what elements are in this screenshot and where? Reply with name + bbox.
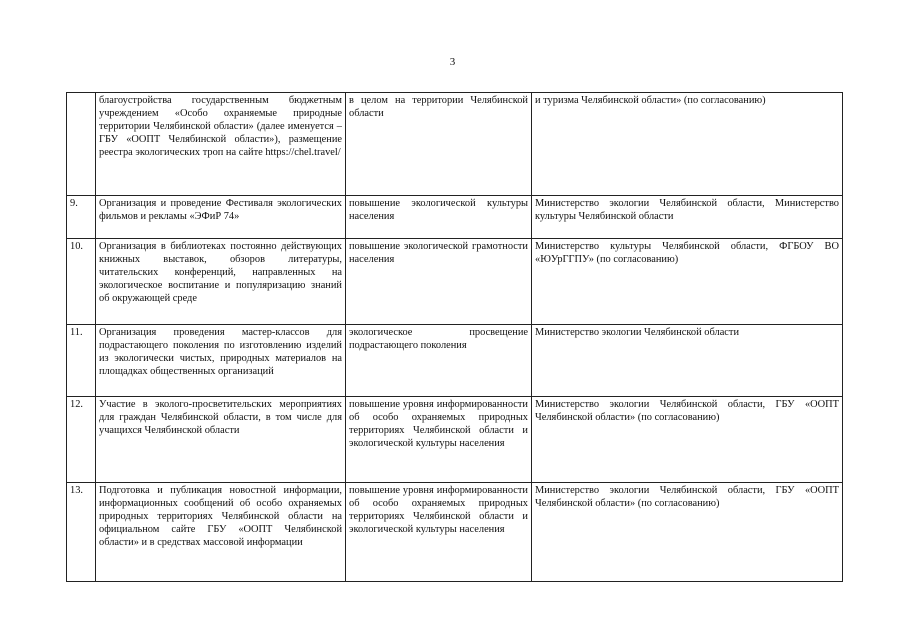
activity-cell: Подготовка и публикация новостной информации, информационных сообщений об особо охраняемых природных территориях Челябинской области на официальном сайте ГБУ «ООПТ Челябинской области» и в средствах массовой информации bbox=[96, 483, 346, 582]
row-number bbox=[67, 93, 96, 196]
result-cell: повышение экологической культуры населения bbox=[346, 196, 532, 239]
responsible-cell: и туризма Челябинской области» (по согласованию) bbox=[532, 93, 843, 196]
result-cell: экологическое просвещение подрастающего поколения bbox=[346, 325, 532, 397]
result-cell: повышение экологической грамотности населения bbox=[346, 239, 532, 325]
row-number: 12. bbox=[67, 397, 96, 483]
page-number: 3 bbox=[449, 56, 456, 68]
events-table bbox=[66, 92, 843, 582]
result-cell: повышение уровня информированности об особо охраняемых природных территориях Челябинской области и экологической культуры населения bbox=[346, 483, 532, 582]
responsible-cell: Министерство экологии Челябинской области, ГБУ «ООПТ Челябинской области» (по согласованию) bbox=[532, 483, 843, 582]
activity-cell: Участие в эколого-просветительских мероприятиях для граждан Челябинской области, в том числе для учащихся Челябинской области bbox=[96, 397, 346, 483]
table-row bbox=[67, 325, 843, 397]
activity-cell: благоустройства государственным бюджетным учреждением «Особо охраняемые природные территории Челябинской области» (далее именуется – ГБУ «ООПТ Челябинской области»), размещение реестра экологических троп на сайте https://chel.travel/ bbox=[96, 93, 346, 196]
table-row bbox=[67, 483, 843, 582]
responsible-cell: Министерство культуры Челябинской области, ФГБОУ ВО «ЮУрГГПУ» (по согласованию) bbox=[532, 239, 843, 325]
table-row bbox=[67, 239, 843, 325]
row-number: 10. bbox=[67, 239, 96, 325]
responsible-cell: Министерство экологии Челябинской области, ГБУ «ООПТ Челябинской области» (по согласованию) bbox=[532, 397, 843, 483]
table-row bbox=[67, 397, 843, 483]
row-number: 9. bbox=[67, 196, 96, 239]
activity-cell: Организация проведения мастер-классов для подрастающего поколения по изготовлению изделий из экологически чистых, природных материалов на площадках общественных организаций bbox=[96, 325, 346, 397]
responsible-cell: Министерство экологии Челябинской области bbox=[532, 325, 843, 397]
activity-cell: Организация в библиотеках постоянно действующих книжных выставок, обзоров литературы, читательских конференций, направленных на экологическое воспитание и популяризацию знаний об окружающей среде bbox=[96, 239, 346, 325]
row-number: 11. bbox=[67, 325, 96, 397]
table-row bbox=[67, 196, 843, 239]
row-number: 13. bbox=[67, 483, 96, 582]
activity-cell: Организация и проведение Фестиваля экологических фильмов и рекламы «ЭФиР 74» bbox=[96, 196, 346, 239]
table-row bbox=[67, 93, 843, 196]
result-cell: повышение уровня информированности об особо охраняемых природных территориях Челябинской области и экологической культуры населения bbox=[346, 397, 532, 483]
responsible-cell: Министерство экологии Челябинской области, Министерство культуры Челябинской области bbox=[532, 196, 843, 239]
result-cell: в целом на территории Челябинской области bbox=[346, 93, 532, 196]
